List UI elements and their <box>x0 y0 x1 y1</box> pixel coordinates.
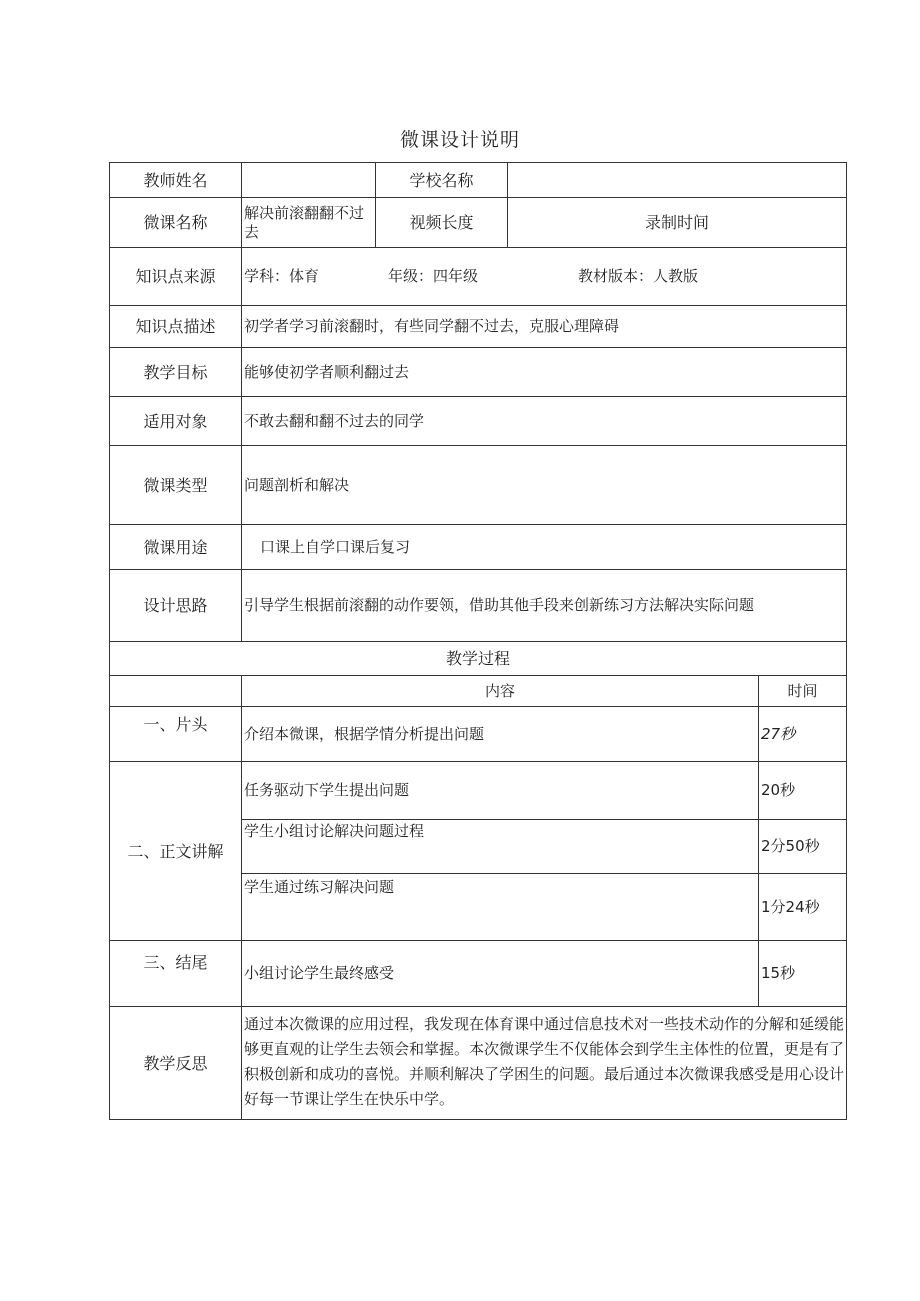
teaching-goal-row <box>110 348 847 397</box>
course-name-value: 解决前滚翻翻不过去 <box>242 198 376 248</box>
target-audience-row <box>110 397 847 446</box>
design-idea-value: 引导学生根据前滚翻的动作要领，借助其他手段来创新练习方法解决实际问题 <box>242 570 847 642</box>
course-type-label: 微课类型 <box>110 446 242 525</box>
design-idea-row <box>110 570 847 642</box>
target-audience-value: 不敢去翻和翻不过去的同学 <box>242 397 847 446</box>
course-row <box>110 198 847 248</box>
knowledge-source-row <box>110 248 847 306</box>
teaching-goal-value: 能够使初学者顺利翻过去 <box>242 348 847 397</box>
course-usage-row <box>110 525 847 570</box>
course-type-row <box>110 446 847 525</box>
content-column-header: 内容 <box>242 676 759 707</box>
knowledge-desc-row <box>110 306 847 348</box>
stage-time: 15秒 <box>759 941 847 1007</box>
stage-label: 二、正文讲解 <box>110 762 242 941</box>
knowledge-source-value <box>242 248 847 306</box>
design-idea-label: 设计思路 <box>110 570 242 642</box>
table-row <box>110 707 847 762</box>
course-usage-label: 微课用途 <box>110 525 242 570</box>
target-audience-label: 适用对象 <box>110 397 242 446</box>
subject-text: 学科：体育 <box>244 267 320 285</box>
stage-content: 学生小组讨论解决问题过程 <box>242 820 759 874</box>
knowledge-source-label: 知识点来源 <box>110 248 242 306</box>
table-row <box>110 762 847 820</box>
micro-course-table <box>109 162 847 1120</box>
stage-content: 小组讨论学生最终感受 <box>242 941 759 1007</box>
teaching-goal-label: 教学目标 <box>110 348 242 397</box>
process-header-row <box>110 676 847 707</box>
teacher-name-value <box>242 163 376 198</box>
stage-label: 三、结尾 <box>110 941 242 1007</box>
page-title: 微课设计说明 <box>399 129 520 151</box>
stage-content: 学生通过练习解决问题 <box>242 874 759 941</box>
stage-content: 任务驱动下学生提出问题 <box>242 762 759 820</box>
stage-label: 一、片头 <box>110 707 242 762</box>
stage-time: 20秒 <box>759 762 847 820</box>
record-time-label: 录制时间 <box>508 198 847 248</box>
grade-text: 年级：四年级 <box>388 267 479 285</box>
stage-time: 27秒 <box>759 707 847 762</box>
process-heading: 教学过程 <box>110 642 847 676</box>
stage-time: 1分24秒 <box>759 874 847 941</box>
reflection-text: 通过本次微课的应用过程，我发现在体育课中通过信息技术对一些技术动作的分解和延缓能够更直观的让学生去领会和掌握。本次微课学生不仅能体会到学生主体性的位置，更是有了积极创新和成功的喜悦。并顺利解决了学困生的问题。最后通过本次微课我感受是用心设计好每一节课让学生在快乐中学。 <box>242 1007 847 1120</box>
knowledge-desc-value: 初学者学习前滚翻时，有些同学翻不过去，克服心理障碍 <box>242 306 847 348</box>
knowledge-desc-label: 知识点描述 <box>110 306 242 348</box>
course-type-value: 问题剖析和解决 <box>242 446 847 525</box>
process-header-blank <box>110 676 242 707</box>
course-name-label: 微课名称 <box>110 198 242 248</box>
teacher-name-label: 教师姓名 <box>110 163 242 198</box>
reflection-label: 教学反思 <box>110 1007 242 1120</box>
table-row <box>110 941 847 1007</box>
edition-text: 教材版本：人教版 <box>578 267 699 285</box>
time-column-header: 时间 <box>759 676 847 707</box>
video-length-label: 视频长度 <box>376 198 508 248</box>
stage-time: 2分50秒 <box>759 820 847 874</box>
stage-content: 介绍本微课，根据学情分析提出问题 <box>242 707 759 762</box>
reflection-row <box>110 1007 847 1120</box>
process-heading-row <box>110 642 847 676</box>
teacher-school-row <box>110 163 847 198</box>
school-name-value <box>508 163 847 198</box>
course-usage-value: 口课上自学口课后复习 <box>242 525 847 570</box>
school-name-label: 学校名称 <box>376 163 508 198</box>
